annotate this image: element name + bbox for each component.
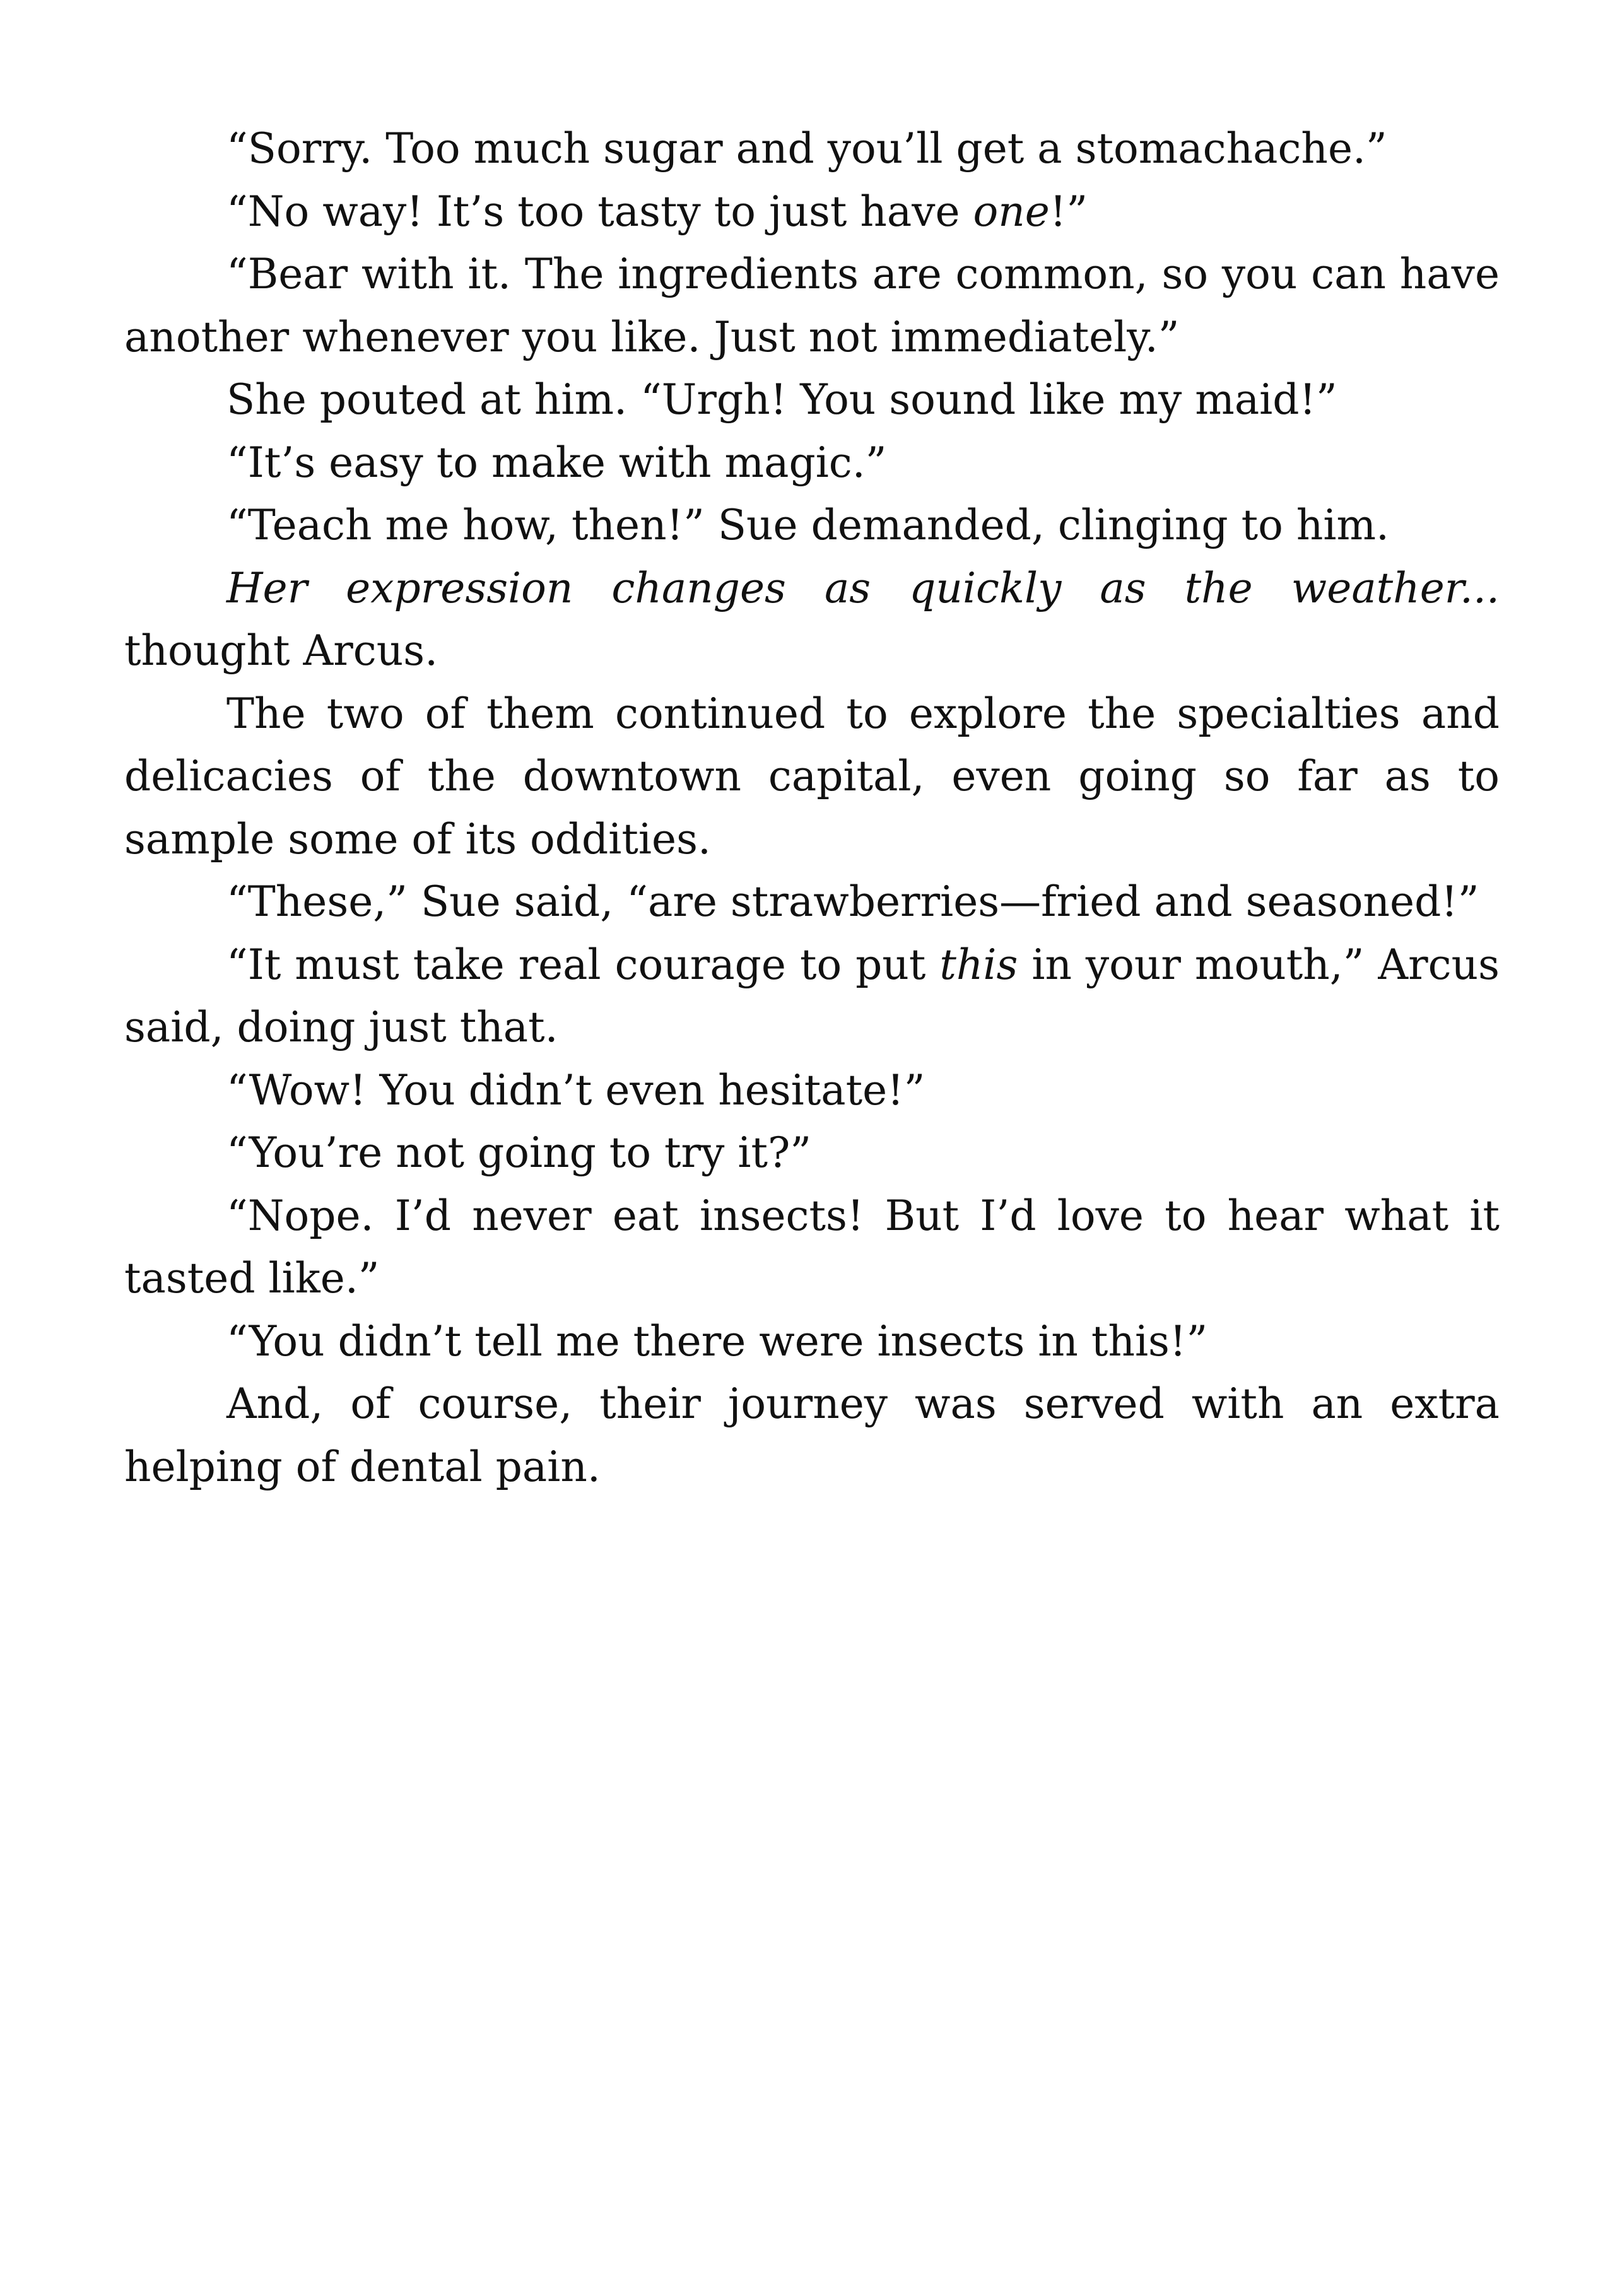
text-segment: “Teach me how, then!” Sue demanded, clinging to him.: [226, 501, 1390, 549]
paragraph: [124, 934, 1513, 1059]
text-segment: She pouted at him. “Urgh! You sound like my maid!”: [226, 375, 1337, 424]
text-segment: “It must take real courage to put: [226, 940, 940, 989]
paragraph: [124, 1373, 1513, 1498]
italic-text-segment: Her expression changes as quickly as the weather...: [226, 563, 1500, 612]
paragraph: [124, 243, 1513, 368]
paragraph: [124, 117, 1500, 180]
text-segment: “These,” Sue said, “are strawberries—fried and seasoned!”: [226, 877, 1479, 926]
paragraph: [124, 368, 1500, 431]
text-segment: The two of them continued to explore the specialties and delicacies of the downtown capital, even going so far as to sample some of its oddities.: [124, 689, 1513, 864]
paragraph: [124, 494, 1500, 557]
paragraph: [124, 180, 1500, 243]
paragraph: [124, 682, 1513, 871]
text-segment: “No way! It’s too tasty to just have: [226, 187, 973, 236]
paragraph: [124, 431, 1500, 495]
text-segment: “Nope. I’d never eat insects! But I’d love to hear what it tasted like.”: [124, 1191, 1513, 1303]
paragraph: [124, 1122, 1500, 1185]
text-segment: “Bear with it. The ingredients are common, so you can have another whenever you like. Just not immediately.”: [124, 250, 1513, 361]
text-segment: “You didn’t tell me there were insects in this!”: [226, 1316, 1208, 1366]
paragraph: [124, 1185, 1513, 1310]
text-segment: “It’s easy to make with magic.”: [226, 438, 887, 487]
text-segment: And, of course, their journey was served with an extra helping of dental pain.: [124, 1379, 1513, 1491]
text-segment: “You’re not going to try it?”: [226, 1128, 812, 1177]
paragraph: [124, 1310, 1500, 1373]
paragraph: [124, 1059, 1500, 1122]
paragraph: [124, 557, 1513, 682]
text-segment: thought Arcus.: [124, 563, 1513, 675]
body-text: [124, 117, 1513, 1498]
italic-text-segment: this: [939, 940, 1018, 989]
text-segment: !”: [1049, 187, 1088, 236]
italic-text-segment: one: [973, 187, 1050, 236]
text-segment: in your mouth,” Arcus said, doing just that.: [124, 940, 1513, 1051]
paragraph: [124, 870, 1500, 934]
text-segment: “Sorry. Too much sugar and you’ll get a stomachache.”: [226, 124, 1387, 173]
text-segment: “Wow! You didn’t even hesitate!”: [226, 1065, 925, 1115]
